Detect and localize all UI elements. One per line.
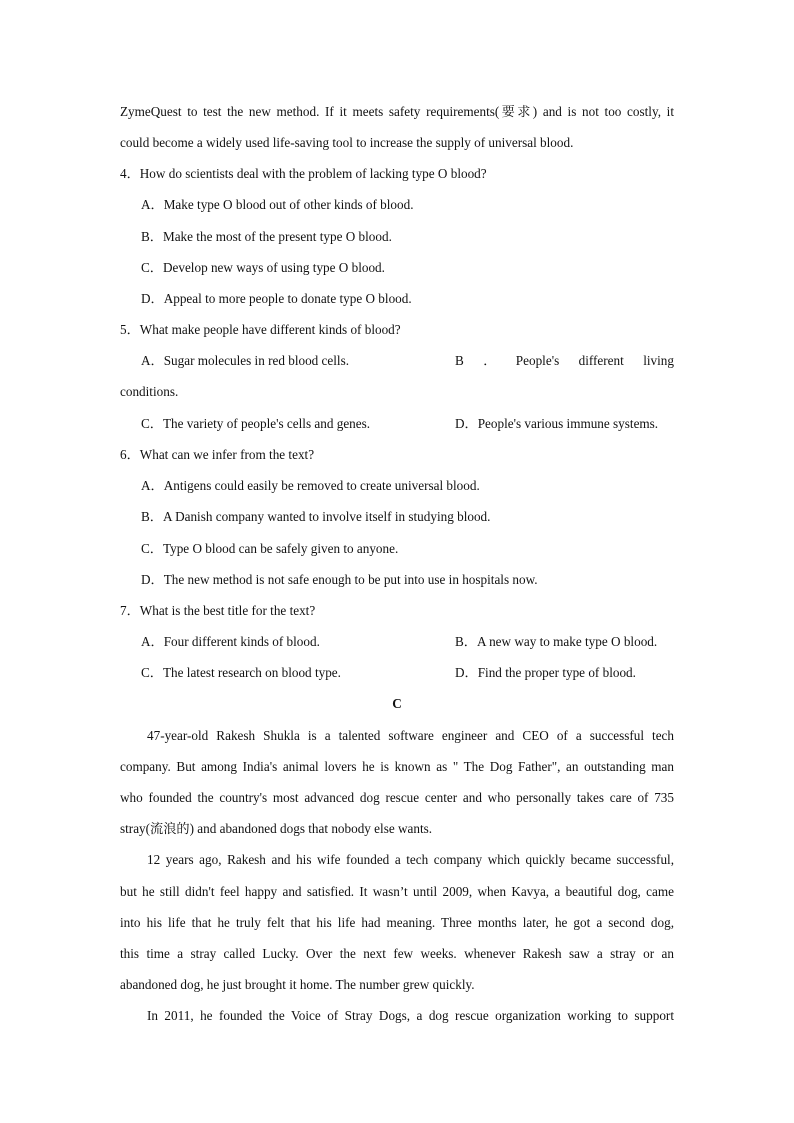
question-7-option-b: B．A new way to make type O blood. (455, 634, 658, 649)
question-7-option-a: A．Four different kinds of blood. (141, 634, 320, 649)
option-b-word: different (578, 353, 624, 368)
paragraph-line: company. But among India's animal lovers he is known as " The Dog Father", an outstanding man (120, 759, 674, 774)
question-6-option-a: A．Antigens could easily be removed to create universal blood. (141, 478, 480, 493)
question-7-option-d: D．Find the proper type of blood. (455, 665, 636, 680)
paragraph-line: abandoned dog, he just brought it home. The number grew quickly. (120, 977, 475, 992)
question-4-option-c: C．Develop new ways of using type O blood. (141, 260, 385, 275)
paragraph-line: stray(流浪的) and abandoned dogs that nobody else wants. (120, 821, 433, 836)
question-6-option-b: B．A Danish company wanted to involve itself in studying blood. (141, 509, 491, 524)
question-5-option-b (455, 353, 674, 369)
paragraph-line: 47-year-old Rakesh Shukla is a talented software engineer and CEO of a successful tech (147, 728, 674, 743)
question-5-option-a: A．Sugar molecules in red blood cells. (141, 353, 350, 368)
question-7-option-c: C．The latest research on blood type. (141, 665, 341, 680)
paragraph-line: into his life that he truly felt that his life had meaning. Three months later, he got a second dog, (120, 915, 674, 930)
question-4-option-a: A．Make type O blood out of other kinds of blood. (141, 197, 414, 212)
paragraph-line: but he still didn't feel happy and satisfied. It wasn’t until 2009, when Kavya, a beautiful dog, came (120, 884, 674, 899)
question-5-option-d: D．People's various immune systems. (455, 416, 659, 431)
passage-b-line: ZymeQuest to test the new method. If it meets safety requirements(要求) and is not too costly, it (120, 104, 674, 119)
paragraph-line: who founded the country's most advanced dog rescue center and who personally takes care of 735 (120, 790, 674, 805)
question-5-stem: 5．What make people have different kinds of blood? (120, 322, 401, 337)
question-6-option-d: D．The new method is not safe enough to be put into use in hospitals now. (141, 572, 538, 587)
option-b-word: B (455, 353, 464, 368)
option-b-word: living (643, 353, 674, 368)
question-7-stem: 7．What is the best title for the text? (120, 603, 316, 618)
question-5-option-c: C．The variety of people's cells and genes. (141, 416, 371, 431)
question-4-option-b: B．Make the most of the present type O blood. (141, 229, 392, 244)
question-6-option-c: C．Type O blood can be safely given to anyone. (141, 541, 399, 556)
question-4-stem: 4．How do scientists deal with the problem of lacking type O blood? (120, 166, 487, 181)
question-4-option-d: D．Appeal to more people to donate type O blood. (141, 291, 412, 306)
section-c-heading: C (392, 696, 402, 711)
option-b-word: People's (515, 353, 560, 368)
paragraph-line: this time a stray called Lucky. Over the next few weeks. whenever Rakesh saw a stray or an (120, 946, 674, 961)
passage-b-line: could become a widely used life-saving tool to increase the supply of universal blood. (120, 135, 574, 150)
paragraph-line: 12 years ago, Rakesh and his wife founded a tech company which quickly became successful, (147, 852, 674, 867)
option-b-word: ． (483, 353, 497, 368)
question-6-stem: 6．What can we infer from the text? (120, 447, 315, 462)
paragraph-line: In 2011, he founded the Voice of Stray Dogs, a dog rescue organization working to support (147, 1008, 674, 1023)
question-5-option-b-wrap: conditions. (120, 384, 179, 399)
